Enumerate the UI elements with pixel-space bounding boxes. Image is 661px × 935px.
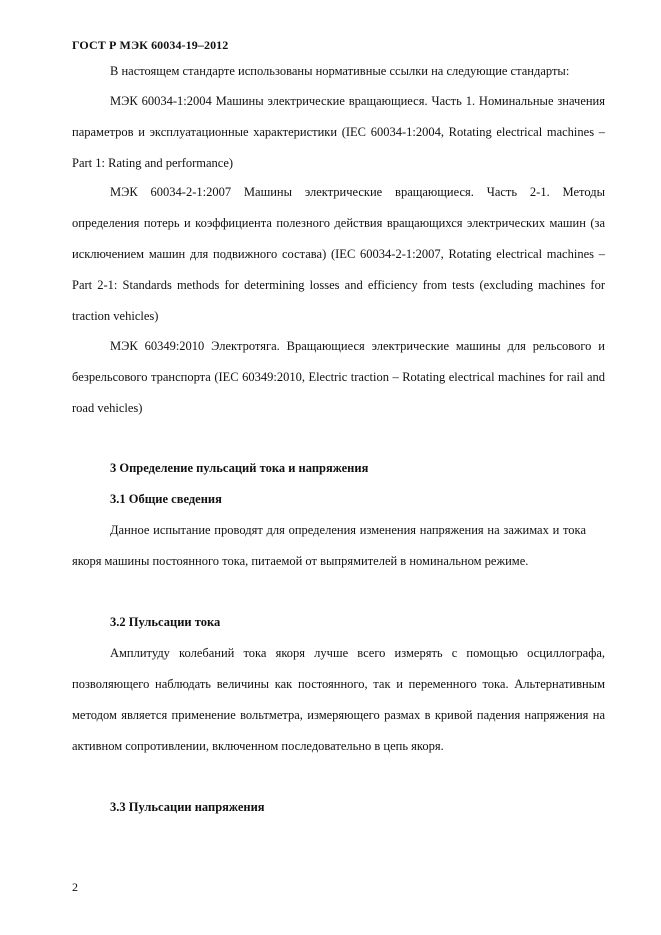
reference-iec-60034-2-1: МЭК 60034-2-1:2007 Машины электрические вращающиеся. Часть 2-1. Методы определения потерь и коэффициента полезного действия вращающихся электрических машин (за исключением машин для подвижного состава) (IEC 60034-2-1:2007, Rotating electrical machines – Part 2-1: Standards methods for determining losses and efficiency from tests (excluding machines for traction vehicles) [72, 185, 605, 323]
section-3-1-title: 3.1 Общие сведения [110, 492, 222, 506]
section-3-3-title: 3.3 Пульсации напряжения [110, 800, 265, 814]
section-3-title: 3 Определение пульсаций тока и напряжения [110, 461, 369, 475]
references-intro: В настоящем стандарте использованы нормативные ссылки на следующие стандарты: [110, 64, 570, 78]
section-3-2-title: 3.2 Пульсации тока [110, 615, 221, 629]
section-3-1-text: Данное испытание проводят для определения изменения напряжения на зажимах и тока якоря машины постоянного тока, питаемой от выпрямителей в номинальном режиме. [72, 523, 586, 568]
reference-iec-60034-1: МЭК 60034-1:2004 Машины электрические вращающиеся. Часть 1. Номинальные значения параметров и эксплуатационные характеристики (IEC 60034-1:2004, Rotating electrical machines – Part 1: Rating and performance) [72, 94, 605, 170]
section-3-2-text: Амплитуду колебаний тока якоря лучше всего измерять с помощью осциллографа, позволяющего наблюдать величины как постоянного, так и переменного тока. Альтернативным методом является применение вольтметра, измеряющего размах в кривой падения напряжения на активном сопротивлении, включенном последовательно в цепь якоря. [72, 646, 605, 753]
standard-header: ГОСТ Р МЭК 60034-19–2012 [72, 38, 229, 52]
page-number: 2 [72, 880, 78, 894]
reference-iec-60349: МЭК 60349:2010 Электротяга. Вращающиеся электрические машины для рельсового и безрельсового транспорта (IEC 60349:2010, Electric traction – Rotating electrical machines for rail and road vehicles) [72, 339, 605, 415]
